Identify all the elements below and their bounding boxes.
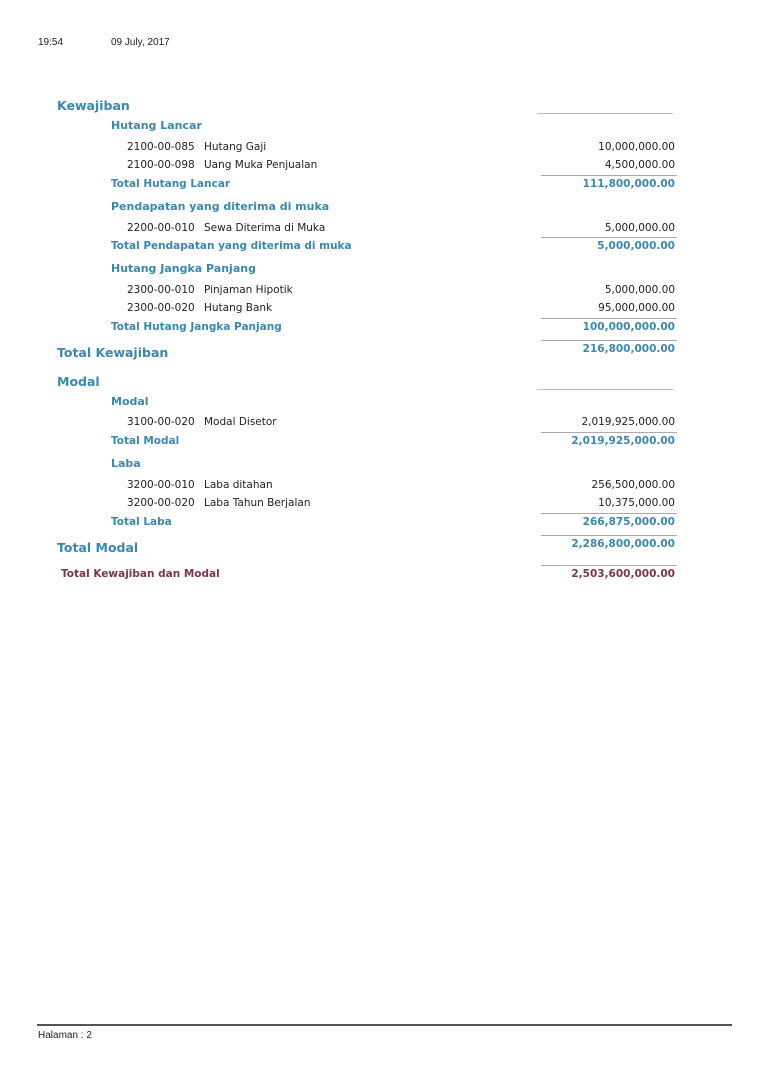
account-code: 2200-00-010 — [127, 222, 195, 234]
section-title-kewajiban: Kewajiban — [57, 98, 130, 113]
group-total-amount: 2,019,925,000.00 — [571, 435, 675, 447]
group-title: Laba — [111, 457, 141, 470]
group-total-label: Total Hutang Jangka Panjang — [111, 321, 282, 333]
grand-total-label: Total Kewajiban dan Modal — [61, 568, 220, 580]
group-total-label: Total Pendapatan yang diterima di muka — [111, 240, 352, 252]
account-name: Hutang Bank — [204, 302, 273, 314]
account-code: 2300-00-020 — [127, 302, 195, 314]
section-total-label: Total Kewajiban — [57, 345, 169, 360]
divider — [541, 318, 677, 319]
group-total-amount: 5,000,000.00 — [597, 240, 675, 252]
group-title: Hutang Lancar — [111, 119, 202, 132]
account-amount: 10,375,000.00 — [598, 497, 675, 509]
group-title: Hutang Jangka Panjang — [111, 262, 256, 275]
divider — [541, 535, 677, 536]
divider — [541, 237, 677, 238]
account-name: Sewa Diterima di Muka — [204, 222, 326, 234]
account-name: Uang Muka Penjualan — [204, 159, 318, 171]
group-total-amount: 111,800,000.00 — [582, 178, 675, 190]
account-code: 2300-00-010 — [127, 284, 195, 296]
divider — [541, 340, 677, 341]
group-total-amount: 266,875,000.00 — [582, 516, 675, 528]
account-name: Modal Disetor — [204, 416, 277, 428]
account-amount: 2,019,925,000.00 — [581, 416, 675, 428]
account-code: 3200-00-020 — [127, 497, 195, 509]
divider — [537, 113, 673, 114]
section-total-label: Total Modal — [57, 540, 139, 555]
group-total-label: Total Modal — [111, 435, 180, 447]
group-total-label: Total Laba — [111, 516, 172, 528]
account-name: Pinjaman Hipotik — [204, 284, 293, 296]
account-code: 2100-00-098 — [127, 159, 195, 171]
group-total-label: Total Hutang Lancar — [111, 178, 231, 190]
account-name: Laba Tahun Berjalan — [204, 497, 311, 509]
report-date: 09 July, 2017 — [111, 37, 170, 48]
grand-total-amount: 2,503,600,000.00 — [571, 568, 675, 580]
account-amount: 5,000,000.00 — [604, 222, 675, 234]
account-code: 3100-00-020 — [127, 416, 195, 428]
account-name: Laba ditahan — [204, 479, 273, 491]
group-total-amount: 100,000,000.00 — [582, 321, 675, 333]
group-title: Modal — [111, 395, 149, 408]
divider — [541, 175, 677, 176]
report-time: 19:54 — [38, 37, 64, 48]
page-number: Halaman : 2 — [38, 1030, 92, 1041]
divider — [541, 513, 677, 514]
account-amount: 4,500,000.00 — [604, 159, 675, 171]
section-total-amount: 216,800,000.00 — [582, 343, 675, 355]
divider — [537, 389, 673, 390]
account-code: 2100-00-085 — [127, 141, 195, 153]
divider — [541, 432, 677, 433]
divider — [541, 565, 677, 566]
account-amount: 256,500,000.00 — [591, 479, 675, 491]
account-amount: 10,000,000.00 — [598, 141, 675, 153]
account-name: Hutang Gaji — [204, 141, 267, 153]
group-title: Pendapatan yang diterima di muka — [111, 200, 330, 213]
account-amount: 5,000,000.00 — [604, 284, 675, 296]
section-total-amount: 2,286,800,000.00 — [571, 538, 675, 550]
account-code: 3200-00-010 — [127, 479, 195, 491]
footer-divider — [37, 1024, 732, 1026]
section-title-modal: Modal — [57, 374, 100, 389]
account-amount: 95,000,000.00 — [598, 302, 675, 314]
